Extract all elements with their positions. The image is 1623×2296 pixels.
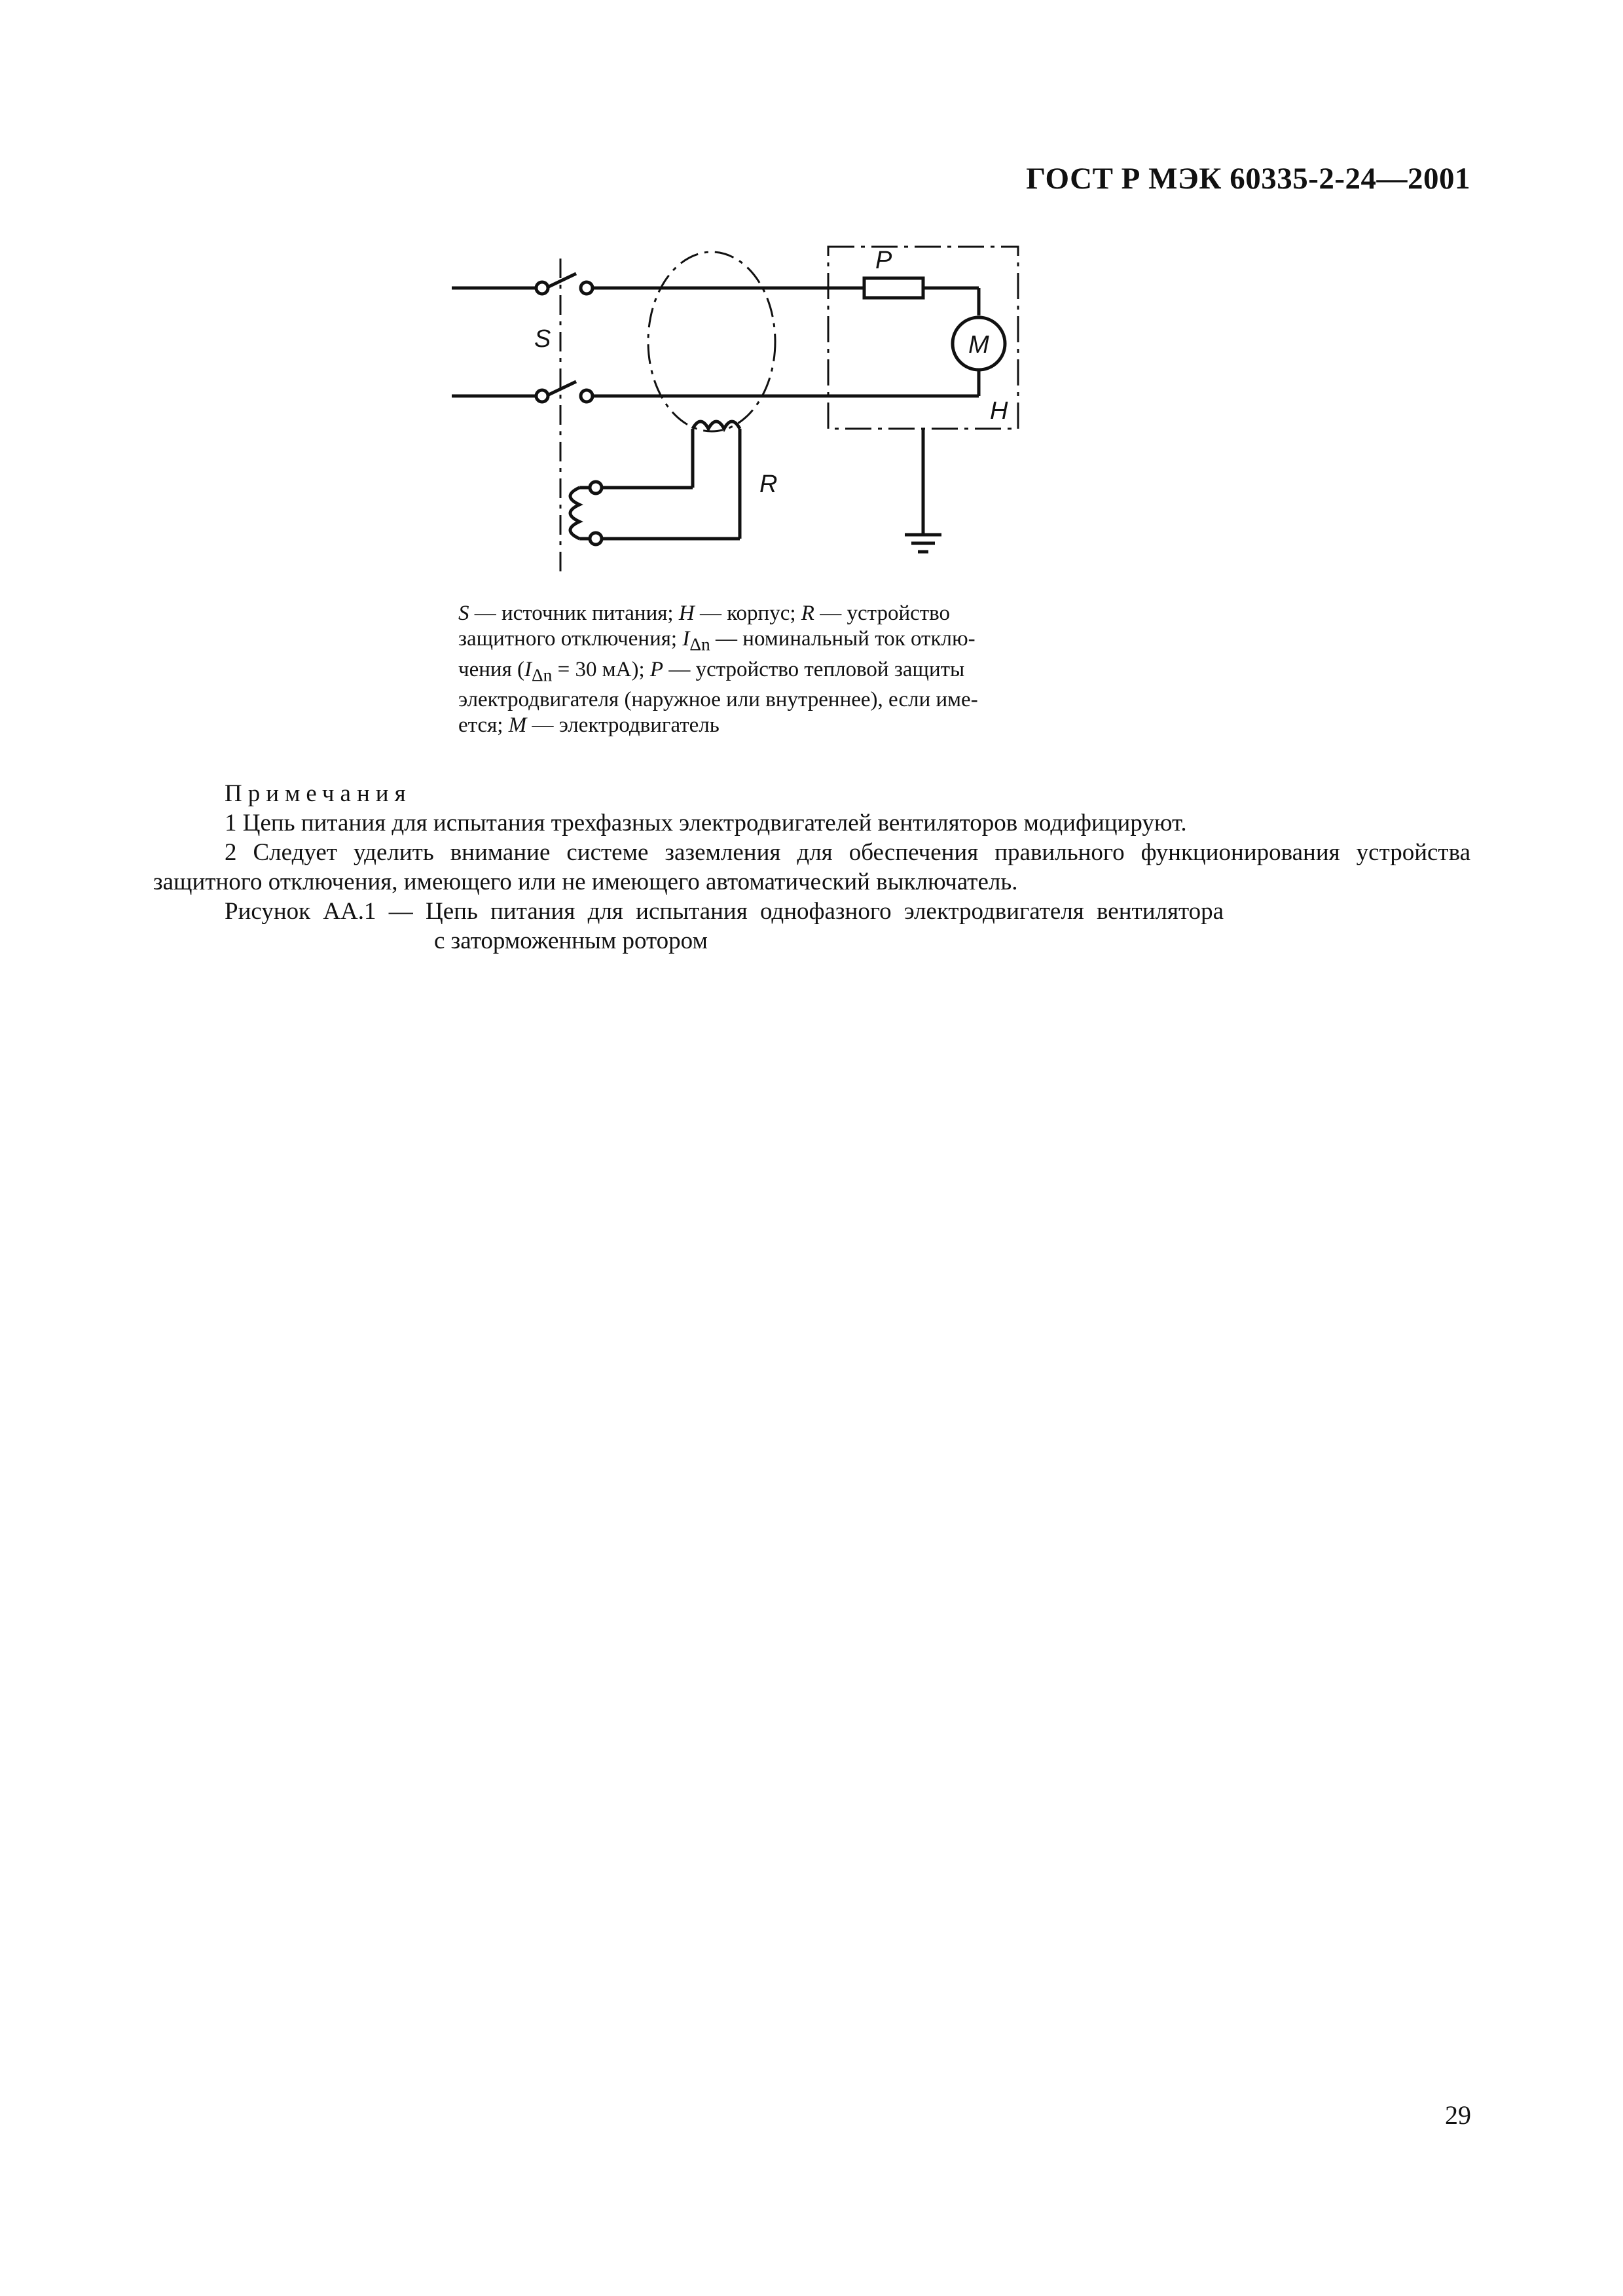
label-p: P	[875, 247, 892, 274]
label-r: R	[759, 471, 778, 498]
circuit-diagram	[445, 239, 1054, 579]
notes-section	[153, 779, 1470, 897]
page-number: 29	[1445, 2100, 1471, 2130]
label-m: M	[968, 331, 989, 359]
note-2: 2 Следует уделить внимание системе заземления для обеспечения правильного функционирования устройства защитного отключения, имеющего или не имеющего автоматический выключатель.	[153, 839, 1470, 895]
standard-header: ГОСТ Р МЭК 60335-2-24—2001	[1026, 162, 1470, 196]
note-1: 1 Цепь питания для испытания трехфазных электродвигателей вентиляторов модифицируют.	[225, 810, 1187, 836]
figure-caption: Рисунок АА.1 — Цепь питания для испытания однофазного электродвигателя вентилятора с заторможенным ротором	[225, 898, 1224, 954]
label-h: H	[990, 397, 1008, 425]
dashed-enclosures	[560, 247, 1018, 573]
circuit-wiring	[452, 274, 1005, 552]
figure-legend: S — источник питания; H — корпус; R — устройство защитного отключения; $I_{\Delta n}$ — номинальный ток отклю- чения ($I_{\Delta n} = 30$ мА); P — устройство тепловой защиты электродвигателя (наружное или внутреннее), если име- ется; M — электродвигатель	[458, 601, 978, 738]
label-s: S	[534, 325, 551, 353]
notes-title: Примечания	[225, 780, 412, 807]
